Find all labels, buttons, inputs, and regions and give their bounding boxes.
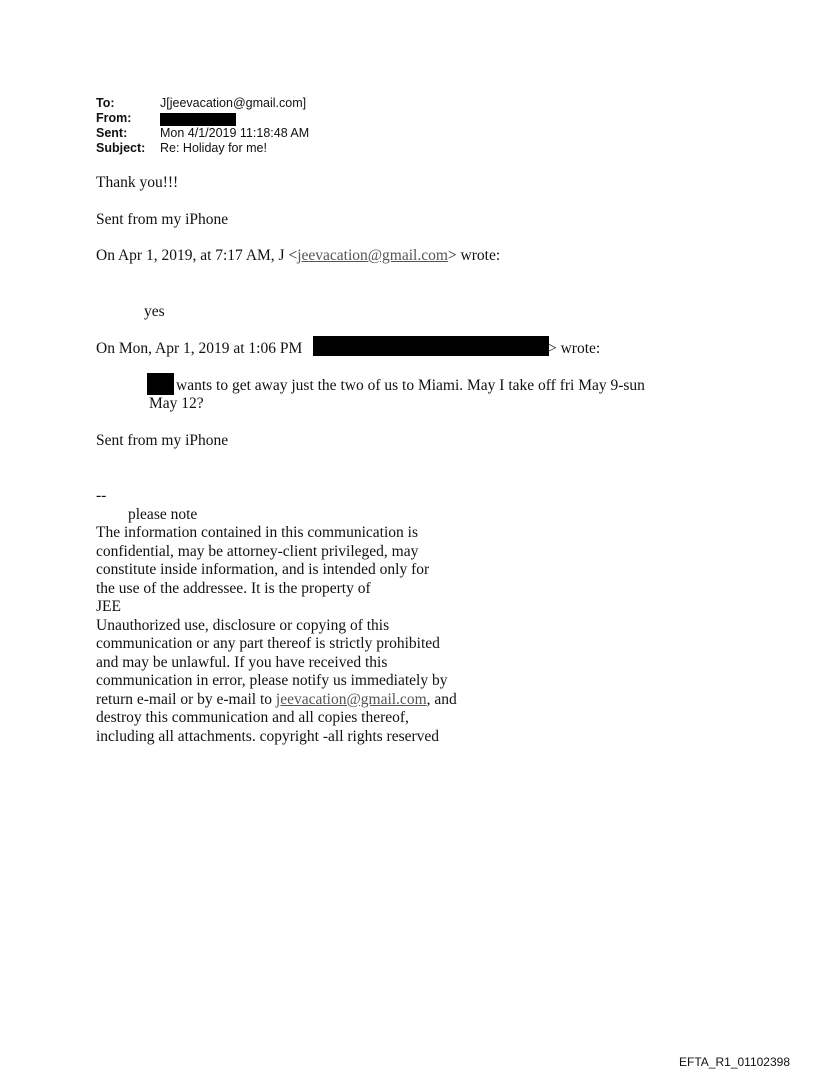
sent-label: Sent: — [96, 126, 128, 140]
return-prefix: return e-mail or by e-mail to — [96, 690, 276, 708]
from-value-redacted — [160, 111, 236, 126]
message-redaction-box — [147, 373, 174, 395]
quote-2-prefix: On Mon, Apr 1, 2019 at 1:06 PM — [96, 340, 303, 357]
disclaimer-body — [96, 524, 457, 746]
quote-2-attribution — [96, 340, 302, 359]
disclaimer-dashes: -- — [96, 487, 107, 504]
quote-1-attribution — [96, 247, 500, 266]
message-line-2: May 12? — [149, 395, 204, 412]
thank-you-text: Thank you!!! — [96, 174, 179, 191]
sent-value: Mon 4/1/2019 11:18:48 AM — [160, 126, 310, 140]
quote-1-prefix: On Apr 1, 2019, at 7:17 AM, J < — [96, 247, 298, 264]
disclaimer-line: the use of the addressee. It is the property of — [96, 579, 371, 597]
disclaimer-line: constitute inside information, and is intended only for — [96, 561, 430, 578]
signature-2: Sent from my iPhone — [96, 432, 229, 449]
disclaimer-line: confidential, may be attorney-client privileged, may — [96, 542, 419, 560]
redaction-box — [160, 113, 236, 126]
message-line-1: wants to get away just the two of us to Miami. May I take off fri May 9-sun — [176, 377, 645, 394]
disclaimer-line: JEE — [96, 598, 121, 615]
subject-label: Subject: — [96, 141, 146, 155]
disclaimer-please-note: please note — [128, 506, 198, 523]
from-label: From: — [96, 111, 132, 125]
to-label: To: — [96, 96, 115, 110]
to-value: J[jeevacation@gmail.com] — [160, 96, 307, 110]
disclaimer-line: including all attachments. copyright -all rights reserved — [96, 727, 440, 745]
quote-2-redaction-box — [313, 336, 549, 356]
disclaimer-line: The information contained in this communication is — [96, 524, 418, 541]
disclaimer-line: destroy this communication and all copies thereof, — [96, 709, 409, 726]
disclaimer-return-line — [96, 691, 457, 710]
subject-value: Re: Holiday for me! — [160, 141, 267, 155]
quote-2-suffix: > wrote: — [548, 340, 601, 357]
signature-1: Sent from my iPhone — [96, 211, 229, 228]
quote-1-email-link[interactable]: jeevacation@gmail.com — [297, 247, 448, 264]
disclaimer-line: communication in error, please notify us immediately by — [96, 672, 448, 689]
disclaimer-line: Unauthorized use, disclosure or copying of this — [96, 616, 390, 634]
quote-1-suffix: > wrote: — [447, 247, 501, 264]
disclaimer-line: communication or any part thereof is strictly prohibited — [96, 635, 440, 652]
reply-yes: yes — [144, 303, 165, 320]
document-id: EFTA_R1_01102398 — [679, 1055, 790, 1069]
disclaimer-email-link[interactable]: jeevacation@gmail.com — [275, 690, 427, 708]
disclaimer-line: and may be unlawful. If you have received this — [96, 653, 388, 671]
return-suffix: , and — [426, 690, 457, 708]
